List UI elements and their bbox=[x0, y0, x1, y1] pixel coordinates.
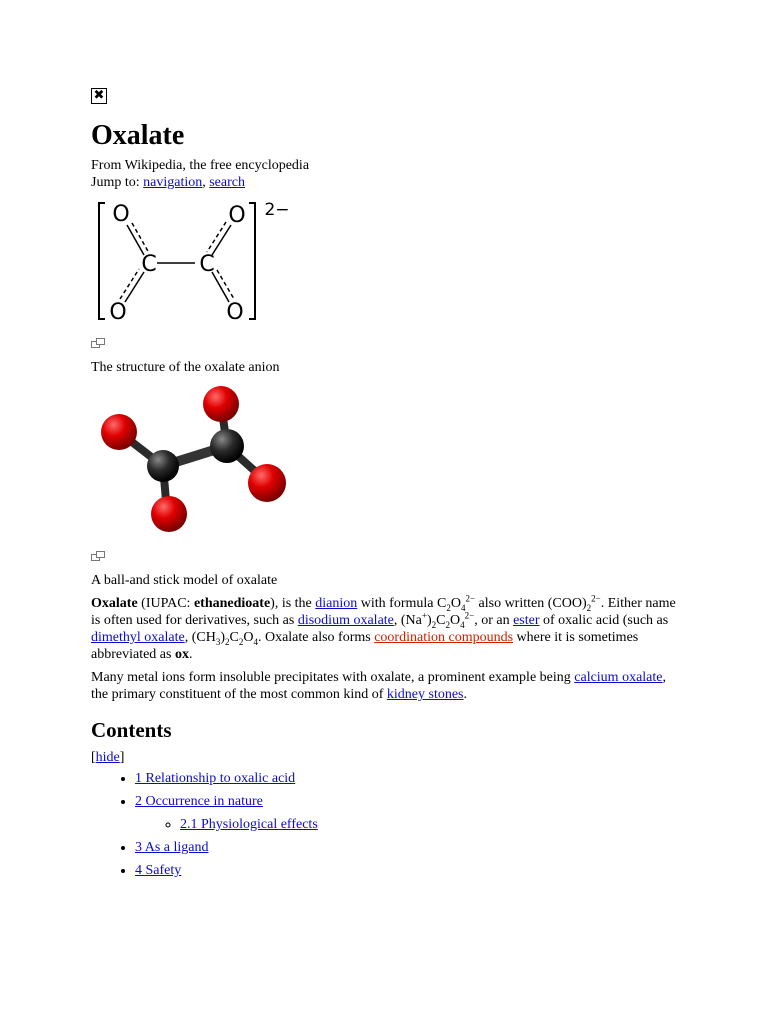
subscript: 2 bbox=[445, 619, 450, 630]
jump-to-label: Jump to: bbox=[91, 175, 144, 190]
text: ), is the bbox=[270, 596, 316, 611]
toc-sublist bbox=[135, 816, 681, 833]
text: . Either name is often used for derivatives, such as bbox=[91, 596, 676, 628]
atom-label: O bbox=[112, 202, 130, 227]
link-coordination-compounds[interactable]: coordination compounds bbox=[374, 630, 514, 645]
contents-heading: Contents bbox=[91, 718, 172, 742]
text: , the primary constituent of the most common kind of bbox=[91, 670, 666, 702]
text: C bbox=[229, 630, 239, 645]
atom-label: O bbox=[226, 300, 244, 325]
toc-link-relationship[interactable]: 1 Relationship to oxalic acid bbox=[135, 771, 296, 786]
text: C bbox=[436, 613, 446, 628]
bracket: [ bbox=[91, 750, 96, 765]
jump-separator: , bbox=[202, 175, 210, 190]
carbon-atom bbox=[147, 450, 179, 482]
text: , (Na bbox=[393, 613, 422, 628]
subscript: 3 bbox=[215, 636, 221, 647]
atom-label: C bbox=[199, 252, 215, 277]
text: , (CH bbox=[184, 630, 216, 645]
bold-term: ethanedioate bbox=[193, 596, 271, 611]
subscript: 2 bbox=[225, 636, 230, 647]
superscript: + bbox=[421, 610, 427, 621]
text: O bbox=[449, 613, 461, 628]
text: ) bbox=[426, 613, 432, 628]
subscript: 4 bbox=[460, 602, 466, 613]
text: O bbox=[243, 630, 254, 645]
text: O bbox=[450, 596, 461, 611]
link-dianion[interactable]: dianion bbox=[315, 596, 358, 611]
subscript: 2 bbox=[446, 602, 451, 613]
text: . Oxalate also forms bbox=[257, 630, 375, 645]
figure-caption: The structure of the oxalate anion bbox=[91, 360, 280, 375]
subscript: 2 bbox=[586, 602, 592, 613]
right-bracket bbox=[249, 203, 255, 319]
toc-toggle bbox=[91, 749, 681, 766]
oxygen-atom bbox=[151, 496, 187, 532]
charge-label: 2− bbox=[264, 200, 290, 220]
atom-label: C bbox=[141, 252, 157, 277]
text: Many metal ions form insoluble precipitates with oxalate, a prominent example being bbox=[91, 670, 575, 685]
link-kidney-stones[interactable]: kidney stones bbox=[386, 687, 464, 702]
subscript: 2 bbox=[431, 619, 437, 630]
superscript: 2− bbox=[465, 593, 476, 604]
oxygen-atom bbox=[203, 386, 239, 422]
link-ester[interactable]: ester bbox=[513, 613, 540, 628]
toc-item bbox=[135, 770, 681, 787]
broken-image-icon: ✖ bbox=[91, 88, 107, 104]
superscript: 2− bbox=[591, 593, 601, 604]
second-paragraph bbox=[91, 669, 681, 703]
subscript: 4 bbox=[253, 636, 258, 647]
superscript: 2− bbox=[464, 610, 475, 621]
toc-link-ligand[interactable]: 3 As a ligand bbox=[135, 840, 209, 855]
toc-link-physiological[interactable]: 2.1 Physiological effects bbox=[180, 817, 318, 832]
link-calcium-oxalate[interactable]: calcium oxalate bbox=[574, 670, 663, 685]
article bbox=[91, 88, 681, 885]
bracket: ] bbox=[119, 750, 125, 765]
text: . bbox=[188, 647, 193, 662]
toc-list bbox=[91, 770, 681, 879]
atom-label: O bbox=[228, 203, 246, 228]
page-title: Oxalate bbox=[91, 120, 185, 151]
text: . bbox=[463, 687, 468, 702]
ball-and-stick-image[interactable] bbox=[91, 382, 301, 542]
toc-item bbox=[135, 839, 681, 856]
toc-item bbox=[180, 816, 681, 833]
text: , or an bbox=[474, 613, 514, 628]
jump-navigation-link[interactable]: navigation bbox=[143, 175, 203, 190]
subscript: 2 bbox=[238, 636, 244, 647]
text: with formula C bbox=[357, 596, 447, 611]
link-dimethyl-oxalate[interactable]: dimethyl oxalate bbox=[91, 630, 185, 645]
jump-search-link[interactable]: search bbox=[209, 175, 245, 190]
oxygen-atom bbox=[248, 464, 286, 502]
toc-link-occurrence[interactable]: 2 Occurrence in nature bbox=[135, 794, 263, 809]
carbon-atom bbox=[210, 429, 244, 463]
oxalate-structure-image[interactable] bbox=[91, 195, 301, 329]
enlarge-icon[interactable] bbox=[91, 334, 681, 353]
link-disodium-oxalate[interactable]: disodium oxalate bbox=[297, 613, 394, 628]
bold-term: Oxalate bbox=[91, 596, 138, 611]
oxygen-atom bbox=[101, 414, 137, 450]
toc-item bbox=[135, 862, 681, 879]
left-bracket bbox=[99, 203, 105, 319]
toc-hide-link[interactable]: hide bbox=[95, 750, 120, 765]
enlarge-icon[interactable] bbox=[91, 547, 681, 566]
atom-label: O bbox=[109, 300, 127, 325]
intro-paragraph bbox=[91, 595, 681, 663]
site-subtitle: From Wikipedia, the free encyclopedia bbox=[91, 158, 310, 173]
subscript: 4 bbox=[460, 619, 465, 630]
toc-link-safety[interactable]: 4 Safety bbox=[135, 863, 182, 878]
text: ) bbox=[220, 630, 225, 645]
table-of-contents bbox=[91, 717, 681, 879]
text: where it is sometimes abbreviated as bbox=[91, 630, 639, 662]
bold-term: ox bbox=[174, 647, 189, 662]
text: of oxalic acid (such as bbox=[539, 613, 669, 628]
text: (IUPAC: bbox=[137, 596, 194, 611]
jump-to-line bbox=[91, 174, 681, 191]
toc-item bbox=[135, 793, 681, 833]
text: also written (COO) bbox=[475, 596, 587, 611]
figure-caption: A ball-and stick model of oxalate bbox=[91, 573, 278, 588]
